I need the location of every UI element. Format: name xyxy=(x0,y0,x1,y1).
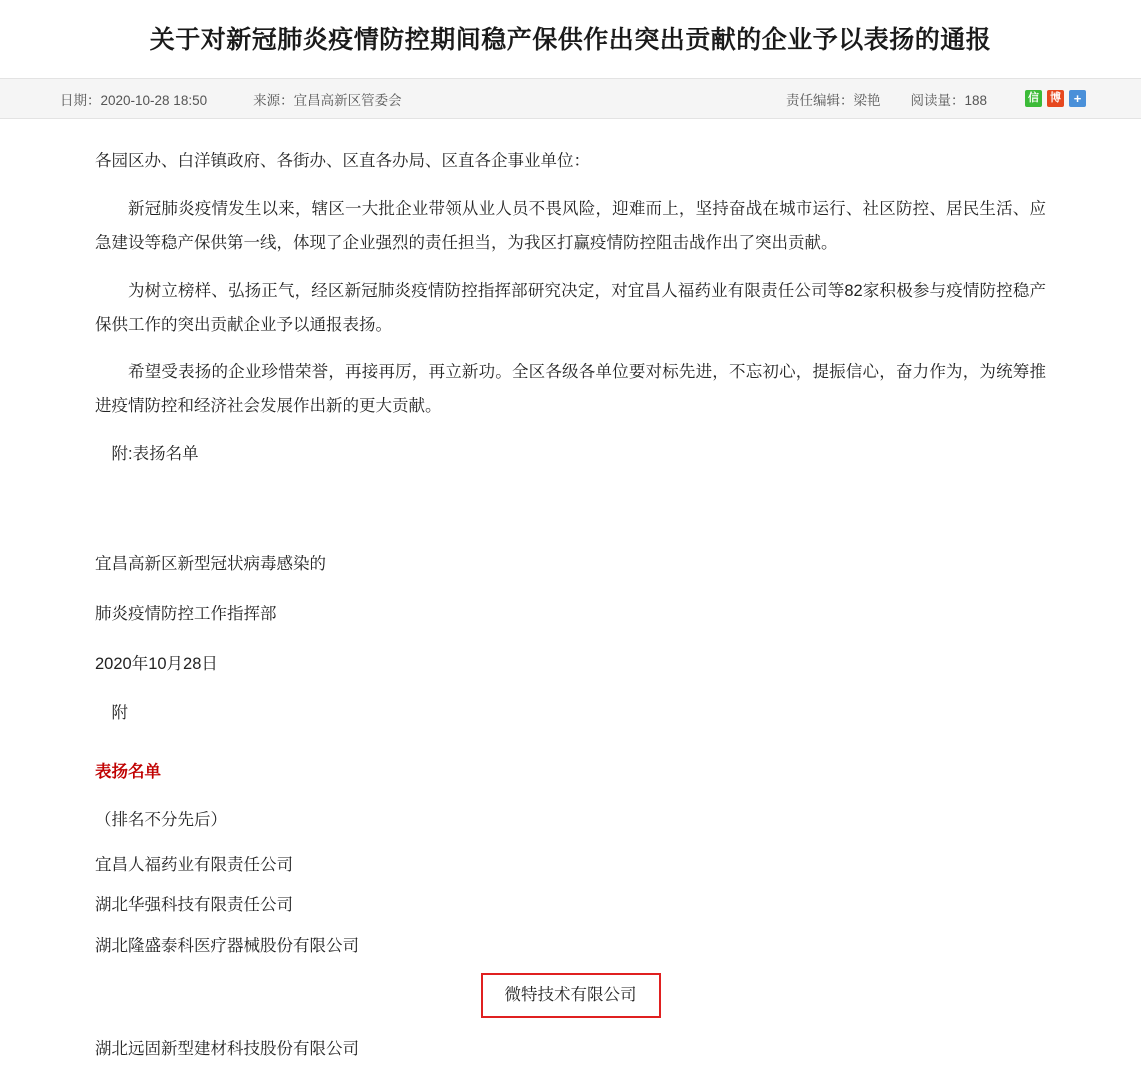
praise-list-section xyxy=(95,756,1046,1062)
signature-spacer xyxy=(95,486,1046,542)
praise-list-subtitle: （排名不分先后） xyxy=(95,811,227,830)
article-paragraph-1: 新冠肺炎疫情发生以来，辖区一大批企业带领从业人员不畏风险，迎难而上，坚持奋战在城市运行、社区防控、居民生活、应急建设等稳产保供第一线，体现了企业强烈的责任担当，为我区打赢疫情防控阻击战作出了突出贡献。 xyxy=(95,200,1046,252)
article-views: 阅读量：188 xyxy=(910,92,987,108)
article-paragraph-2: 为树立榜样、弘扬正气，经区新冠肺炎疫情防控指挥部研究决定，对宜昌人福药业有限责任公司等82家积极参与疫情防控稳产保供工作的突出贡献企业予以通报表扬。 xyxy=(95,281,1046,334)
meta-left-group xyxy=(60,89,402,109)
article-paragraph-3: 希望受表扬的企业珍惜荣誉，再接再厉，再立新功。全区各级各单位要对标先进，不忘初心，提振信心，奋力作为，为统筹推进疫情防控和经济社会发展作出新的更大贡献。 xyxy=(95,363,1046,416)
wechat-share-icon[interactable]: 信 xyxy=(1025,90,1042,107)
praise-list-title: 表扬名单 xyxy=(95,763,161,782)
meta-right-group xyxy=(786,89,1086,109)
publish-date: 日期：2020-10-28 18:50 xyxy=(60,92,208,108)
page-title: 关于对新冠肺炎疫情防控期间稳产保供作出突出贡献的企业予以表扬的通报 xyxy=(149,26,992,54)
article-paragraph-0: 各园区办、白洋镇政府、各街办、区直各办局、区直各企事业单位： xyxy=(95,152,590,171)
article-editor: 责任编辑：梁艳 xyxy=(785,92,881,108)
title-section xyxy=(0,0,1141,79)
signature-line-1: 宜昌高新区新型冠状病毒感染的 xyxy=(95,554,326,573)
weibo-share-icon[interactable]: 博 xyxy=(1047,90,1064,107)
share-icon-group xyxy=(1025,90,1086,107)
list-item: 湖北远固新型建材科技股份有限公司 xyxy=(95,1039,359,1058)
attachment-note: 附:表扬名单 xyxy=(111,444,199,463)
list-item: 湖北华强科技有限责任公司 xyxy=(95,896,293,915)
list-item-highlighted: 微特技术有限公司 xyxy=(481,973,661,1017)
signature-block xyxy=(95,546,1046,683)
article-source: 来源：宜昌高新区管委会 xyxy=(253,92,402,108)
article-meta-bar xyxy=(0,79,1141,119)
list-item: 湖北隆盛泰科医疗器械股份有限公司 xyxy=(95,936,359,955)
more-share-icon[interactable]: + xyxy=(1069,90,1086,107)
signature-date: 2020年10月28日 xyxy=(95,655,218,674)
highlighted-list-row xyxy=(95,973,1046,1035)
list-item: 宜昌人福药业有限责任公司 xyxy=(95,856,293,875)
article-body xyxy=(0,119,1141,1086)
signature-line-2: 肺炎疫情防控工作指挥部 xyxy=(95,605,277,624)
appendix-label: 附 xyxy=(111,703,128,722)
